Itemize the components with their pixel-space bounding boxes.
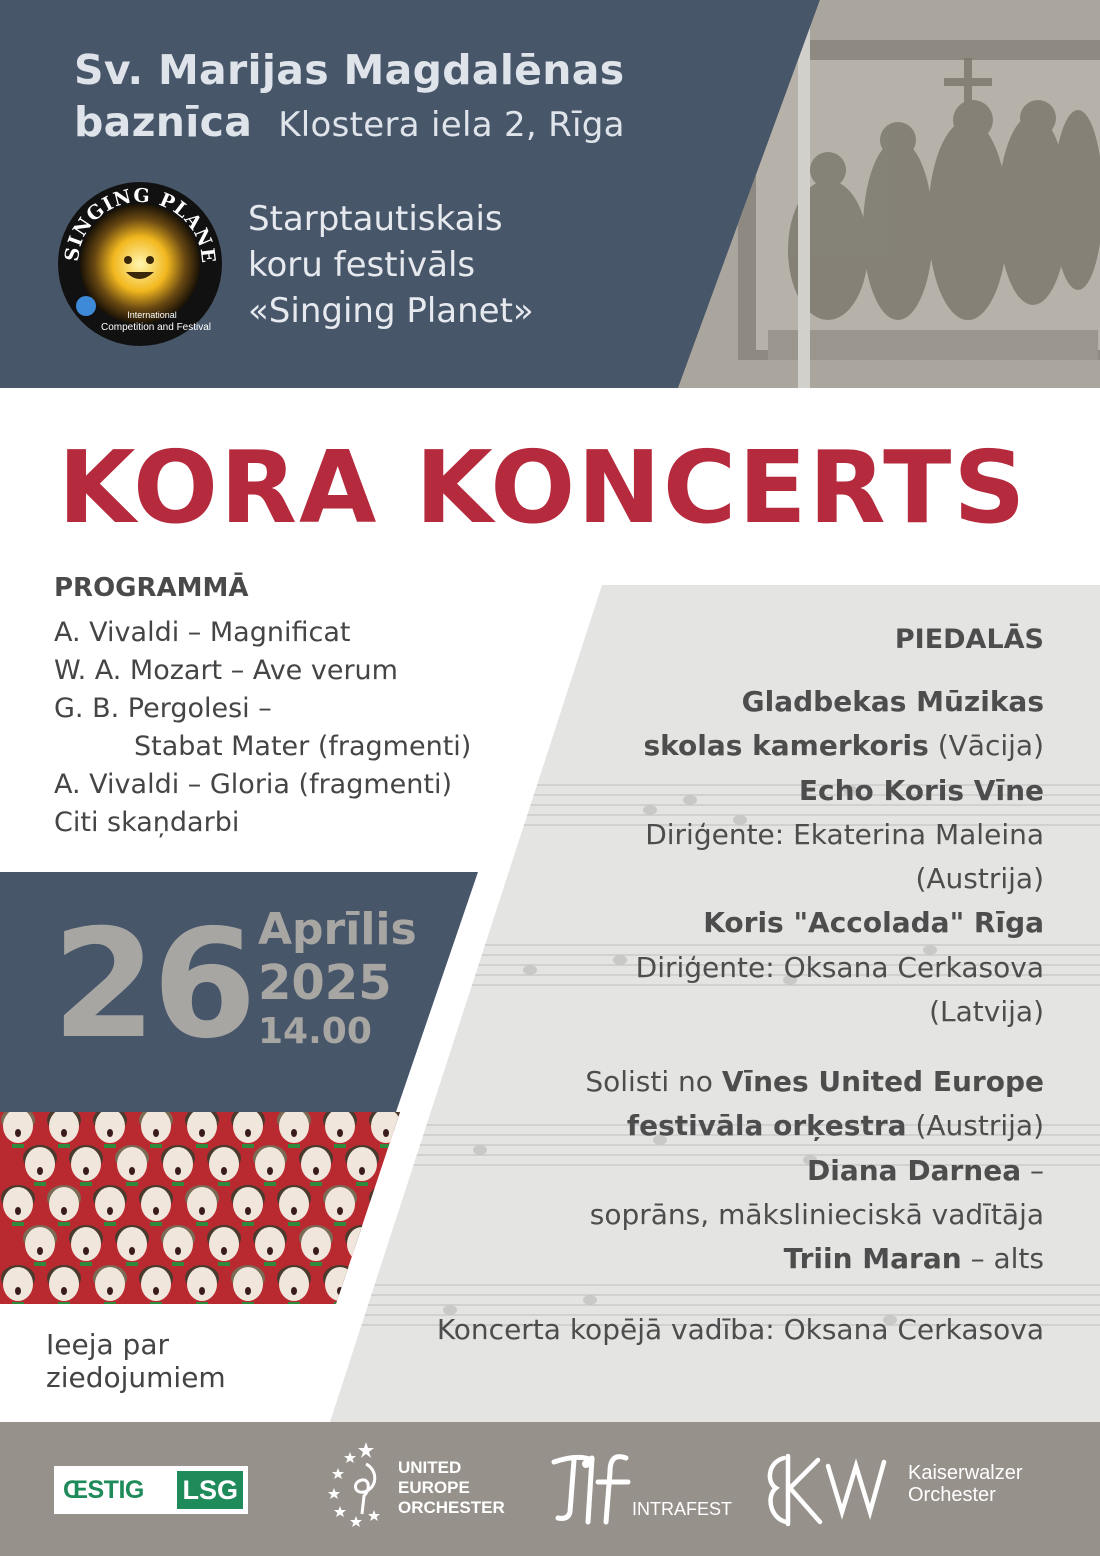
soloists-prefix: Solisti no (585, 1065, 713, 1098)
singer-face (69, 1225, 103, 1266)
festival-name (248, 196, 534, 334)
singer-face (139, 1265, 173, 1304)
singer-face (345, 1225, 379, 1266)
singer-face (231, 1265, 265, 1304)
choir1-country: (Vācija) (937, 729, 1044, 762)
singer-face (139, 1185, 173, 1226)
singer-face (115, 1225, 149, 1266)
singer-face (207, 1145, 241, 1186)
choir-illustration (0, 1112, 400, 1304)
program-item: W. A. Mozart – Ave verum (54, 655, 398, 686)
date-month: Aprīlis (258, 904, 417, 955)
performer-line (799, 769, 1044, 813)
logo-top-text: SINGING PLANE (60, 184, 220, 265)
singer-face (323, 1112, 357, 1148)
performer-line (703, 901, 1044, 945)
soloist1-separator: – (1030, 1154, 1044, 1187)
program-item: Citi skaņdarbi (54, 807, 240, 838)
festival-line2: koru festivāls (248, 245, 476, 285)
performer-line (627, 1104, 1044, 1148)
choir2-name: Echo Koris Vīne (798, 774, 1044, 807)
singer-face (139, 1112, 173, 1148)
united-europe-orchestra-logo (326, 1440, 392, 1532)
singer-face (161, 1225, 195, 1266)
ueo-line2: EUROPE (398, 1478, 470, 1497)
kaiserwalzer-text (908, 1462, 1022, 1506)
kw-line2: Orchester (908, 1484, 996, 1506)
singer-face (185, 1112, 219, 1148)
church-address: Klostera iela 2, Rīga (278, 105, 625, 145)
choir3-name: Koris "Accolada" Rīga (703, 906, 1044, 939)
oestig-lsg-logo (54, 1466, 248, 1514)
singer-face (115, 1145, 149, 1186)
singer-face (1, 1185, 35, 1226)
choir1-name-line2: skolas kamerkoris (643, 729, 929, 762)
singer-face (253, 1225, 287, 1266)
performer-line (742, 680, 1044, 724)
ueo-line3: ORCHESTER (398, 1498, 505, 1517)
singer-face (369, 1112, 400, 1148)
oestig-text: ŒSTIG (63, 1475, 144, 1504)
singer-face (369, 1185, 400, 1226)
singer-face (1, 1265, 35, 1304)
church-name-baznica: baznīca (74, 98, 253, 146)
singer-face (299, 1225, 333, 1266)
festival-line3: «Singing Planet» (248, 291, 534, 331)
singer-face (277, 1265, 311, 1304)
festival-line1: Starptautiskais (248, 199, 503, 239)
singer-face (253, 1145, 287, 1186)
logo-bottom-text-1: International (127, 310, 177, 320)
program-item: G. B. Pergolesi – (54, 693, 272, 724)
singer-face (277, 1112, 311, 1148)
singer-face (93, 1265, 127, 1304)
singer-face (391, 1145, 400, 1186)
entry-line1: Ieeja par (46, 1328, 169, 1361)
singer-face (323, 1265, 357, 1304)
singer-face (185, 1185, 219, 1226)
singer-face (23, 1145, 57, 1186)
choir2-country: (Austrija) (915, 862, 1044, 895)
date-day: 26 (52, 898, 253, 1072)
singer-face (207, 1225, 241, 1266)
choir3-conductor: Diriģente: Oksana Cerkasova (635, 951, 1044, 984)
kaiserwalzer-logo (762, 1452, 898, 1532)
program-heading: PROGRAMMĀ (54, 573, 249, 603)
church-name (74, 44, 625, 151)
singer-face (231, 1112, 265, 1148)
ueo-text (398, 1458, 505, 1518)
singer-face (299, 1145, 333, 1186)
date-time: 14.00 (258, 1011, 372, 1052)
performer-line (585, 1060, 1044, 1104)
general-direction: Koncerta kopējā vadība: Oksana Cerkasova (436, 1313, 1044, 1346)
singer-face (47, 1185, 81, 1226)
singer-face (47, 1112, 81, 1148)
singer-face (23, 1225, 57, 1266)
soloist2-role: – alts (970, 1242, 1044, 1275)
program-section (54, 570, 471, 842)
choir3-country: (Latvija) (929, 995, 1044, 1028)
ueo-line1: UNITED (398, 1458, 462, 1477)
singer-face (161, 1145, 195, 1186)
choir1-name-line1: Gladbekas Mūzikas (741, 685, 1044, 718)
performer-line (643, 724, 1044, 768)
entry-info (46, 1328, 226, 1394)
lsg-text: LSG (177, 1471, 243, 1509)
soloist2-name: Triin Maran (783, 1242, 962, 1275)
soloists-country: (Austrija) (915, 1109, 1044, 1142)
singer-face (345, 1145, 379, 1186)
performer-line (807, 1149, 1044, 1193)
kw-line1: Kaiserwalzer (908, 1462, 1023, 1484)
church-name-line1: Sv. Marijas Magdalēnas (74, 46, 625, 94)
choir2-conductor: Diriģente: Ekaterina Maleina (645, 818, 1044, 851)
intrafest-text: INTRAFEST (632, 1499, 733, 1519)
singer-face (185, 1265, 219, 1304)
soloists-orchestra-line1: Vīnes United Europe (721, 1065, 1044, 1098)
entry-line2: ziedojumiem (46, 1361, 226, 1394)
program-item: A. Vivaldi – Gloria (fragmenti) (54, 769, 453, 800)
singer-face (93, 1185, 127, 1226)
singer-face (93, 1112, 127, 1148)
soloists-orchestra-line2: festivāla orķestra (626, 1109, 907, 1142)
logo-bottom-text-2: Competition and Festival (100, 322, 212, 333)
singer-face (277, 1185, 311, 1226)
singer-face (231, 1185, 265, 1226)
program-item: A. Vivaldi – Magnificat (54, 617, 351, 648)
concert-title: KORA KONCERTS (58, 429, 1028, 546)
program-item: Stabat Mater (fragmenti) (134, 731, 472, 762)
singer-face (1, 1112, 35, 1148)
singer-face (47, 1265, 81, 1304)
soloist1-role: soprāns, mākslinieciskā vadītāja (589, 1198, 1044, 1231)
singing-planet-logo (56, 180, 224, 348)
performers-heading: PIEDALĀS (894, 624, 1044, 655)
soloist1-name: Diana Darnea (807, 1154, 1022, 1187)
date-year: 2025 (258, 955, 392, 1011)
singer-face (323, 1185, 357, 1226)
church-name-line2 (74, 96, 625, 151)
singer-face (69, 1145, 103, 1186)
performer-line (784, 1237, 1044, 1281)
